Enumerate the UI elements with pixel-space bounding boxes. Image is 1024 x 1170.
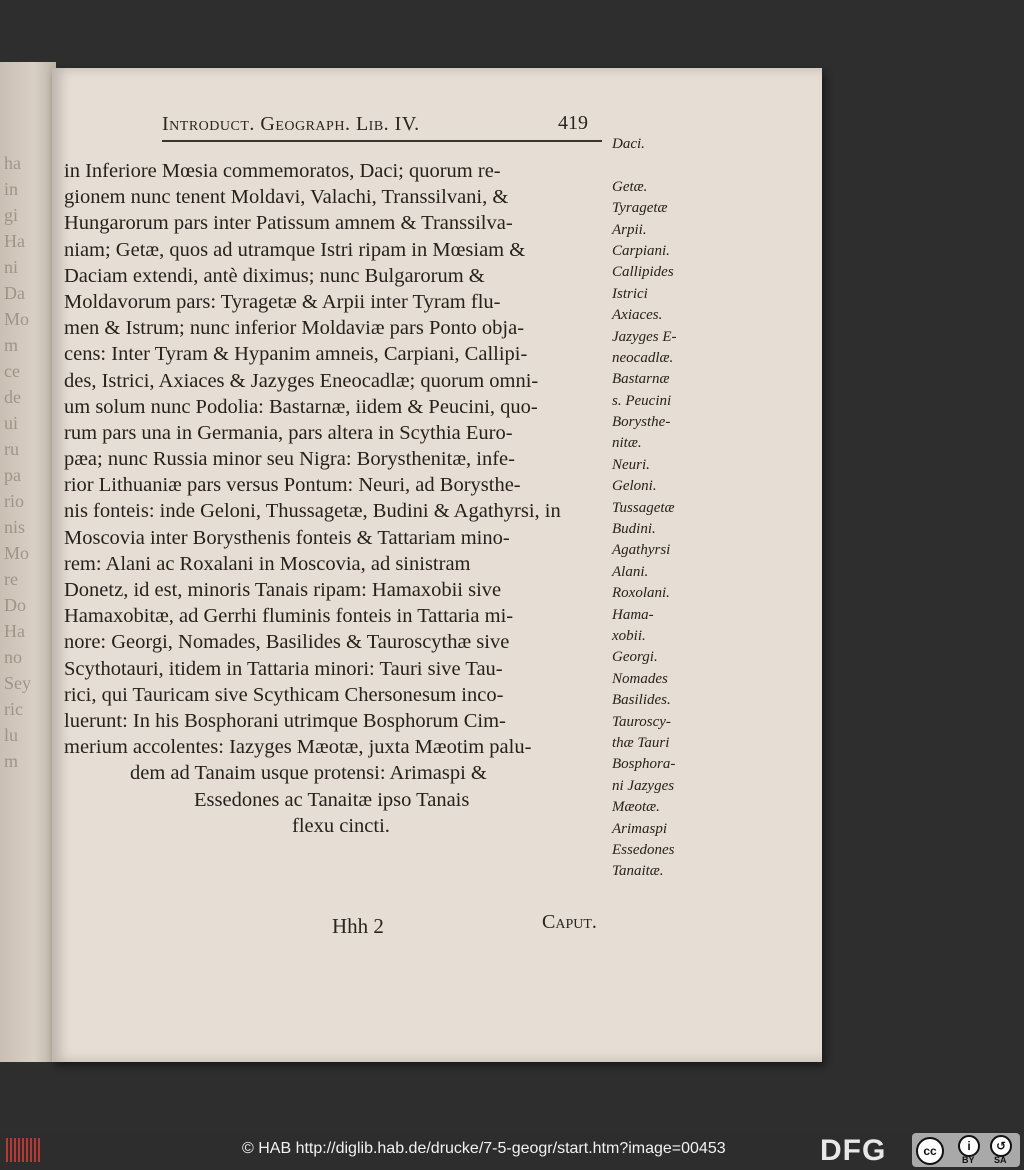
text-line: um solum nunc Podolia: Bastarnæ, iidem & Peucini, quo- bbox=[64, 395, 538, 418]
margin-note: Tauroscy- bbox=[612, 713, 671, 730]
previous-page-fragment: ni bbox=[4, 257, 19, 277]
margin-note: Tussagetæ bbox=[612, 499, 675, 516]
margin-note: Nomades bbox=[612, 670, 668, 687]
margin-note: Arpii. bbox=[612, 221, 647, 238]
margin-note: s. Peucini bbox=[612, 392, 672, 409]
previous-page-fragment: Sey bbox=[4, 673, 31, 693]
book-page bbox=[52, 68, 822, 1062]
previous-page-fragment: Da bbox=[4, 283, 25, 303]
text-line: men & Istrum; nunc inferior Moldaviæ pars Ponto obja- bbox=[64, 317, 525, 340]
previous-page-fragment: pa bbox=[4, 465, 21, 485]
previous-page-fragment: rio bbox=[4, 491, 24, 511]
text-line: rem: Alani ac Roxalani in Moscovia, ad sinistram bbox=[64, 552, 471, 575]
previous-page-fragment: lu bbox=[4, 725, 19, 745]
margin-note: Mæotæ. bbox=[612, 799, 660, 816]
text-line: nis fonteis: inde Geloni, Thussagetæ, Budini & Agathyrsi, in bbox=[64, 500, 561, 523]
margin-note: Roxolani. bbox=[612, 585, 670, 602]
text-line: rici, qui Tauricam sive Scythicam Chersonesum inco- bbox=[64, 683, 504, 706]
text-line: luerunt: In his Bosphorani utrimque Bosphorum Cim- bbox=[64, 709, 506, 732]
margin-note: Hama- bbox=[612, 606, 654, 623]
margin-note: nitæ. bbox=[612, 435, 642, 452]
text-line: rum pars una in Germania, pars altera in Scythia Euro- bbox=[64, 421, 513, 444]
margin-note: Callipides bbox=[612, 264, 674, 281]
margin-note: Carpiani. bbox=[612, 242, 670, 259]
text-line: niam; Getæ, quos ad utramque Istri ripam in Mœsiam & bbox=[64, 238, 526, 261]
text-line: gionem nunc tenent Moldavi, Valachi, Transsilvani, & bbox=[64, 186, 509, 209]
text-line: pæa; nunc Russia minor seu Nigra: Borysthenitæ, infe- bbox=[64, 448, 515, 471]
viewer-footer bbox=[0, 1130, 1024, 1170]
margin-note: ni Jazyges bbox=[612, 777, 675, 794]
text-line: Hungarorum pars inter Patissum amnem & Transsilva- bbox=[64, 212, 513, 235]
text-line: Daciam extendi, antè diximus; nunc Bulgarorum & bbox=[64, 264, 485, 287]
margin-note: Basilides. bbox=[612, 692, 671, 709]
license-badge[interactable] bbox=[912, 1133, 1020, 1167]
previous-page-fragment: Mo bbox=[4, 543, 30, 563]
by-label: BY bbox=[962, 1155, 975, 1165]
previous-page-fragment: in bbox=[4, 179, 19, 199]
previous-page-edge bbox=[0, 62, 56, 1062]
text-line: cens: Inter Tyram & Hypanim amneis, Carpiani, Callipi- bbox=[64, 343, 528, 366]
catchword: Caput. bbox=[542, 911, 597, 933]
page-number: 419 bbox=[558, 112, 588, 134]
running-title: Introduct. Geograph. Lib. IV. bbox=[162, 113, 420, 135]
margin-note: Getæ. bbox=[612, 178, 648, 195]
previous-page-fragment: Do bbox=[4, 595, 26, 615]
cc-icon: cc bbox=[916, 1137, 944, 1165]
sa-label: SA bbox=[994, 1155, 1007, 1165]
margin-note: Tanaitæ. bbox=[612, 863, 664, 880]
text-line: Moscovia inter Borysthenis fonteis & Tattariam mino- bbox=[64, 526, 510, 549]
running-header bbox=[162, 114, 602, 142]
source-credit-link[interactable]: © HAB http://diglib.hab.de/drucke/7-5-geogr/start.htm?image=00453 bbox=[242, 1140, 726, 1157]
margin-note: Jazyges E- bbox=[612, 328, 677, 345]
margin-note: Arimaspi bbox=[612, 820, 668, 837]
previous-page-fragment: re bbox=[4, 569, 18, 589]
margin-note: Georgi. bbox=[612, 649, 658, 666]
previous-page-fragment: no bbox=[4, 647, 22, 667]
margin-note: Daci. bbox=[612, 136, 645, 152]
previous-page-fragment: gi bbox=[4, 205, 19, 225]
by-icon: i bbox=[958, 1135, 980, 1157]
previous-page-fragment: Ha bbox=[4, 621, 25, 641]
previous-page-fragment: de bbox=[4, 387, 21, 407]
previous-page-fragment: m bbox=[4, 335, 19, 355]
text-line: nore: Georgi, Nomades, Basilides & Tauroscythæ sive bbox=[64, 631, 510, 654]
margin-note: Bastarnæ bbox=[612, 371, 670, 388]
text-line: in Inferiore Mœsia commemoratos, Daci; quorum re- bbox=[64, 160, 501, 182]
barcode-icon bbox=[6, 1138, 46, 1162]
previous-page-fragment: ru bbox=[4, 439, 19, 459]
text-line: dem ad Tanaim usque protensi: Arimaspi & bbox=[130, 762, 487, 785]
text-line: Moldavorum pars: Tyragetæ & Arpii inter Tyram flu- bbox=[64, 290, 501, 313]
margin-note bbox=[612, 155, 722, 176]
margin-note: thæ Tauri bbox=[612, 734, 670, 751]
margin-note: Borysthe- bbox=[612, 414, 671, 431]
margin-note: Agathyrsi bbox=[612, 542, 671, 559]
previous-page-fragment: ui bbox=[4, 413, 19, 433]
previous-page-fragment: Ha bbox=[4, 231, 25, 251]
margin-note: Axiaces. bbox=[612, 307, 663, 324]
margin-note: neocadlæ. bbox=[612, 349, 674, 366]
text-line: Hamaxobitæ, ad Gerrhi fluminis fonteis in Tattaria mi- bbox=[64, 605, 514, 628]
text-line: flexu cincti. bbox=[292, 814, 390, 837]
text-line: Essedones ac Tanaitæ ipso Tanais bbox=[194, 788, 470, 811]
previous-page-fragment: m bbox=[4, 751, 19, 771]
sa-icon: ↺ bbox=[990, 1135, 1012, 1157]
text-line: Scythotauri, itidem in Tattaria minori: Tauri sive Tau- bbox=[64, 657, 503, 680]
margin-note: Alani. bbox=[612, 563, 649, 580]
text-line: merium accolentes: Iazyges Mæotæ, juxta Mæotim palu- bbox=[64, 736, 532, 759]
previous-page-fragment: ric bbox=[4, 699, 23, 719]
text-line: des, Istrici, Axiaces & Jazyges Eneocadlæ; quorum omni- bbox=[64, 369, 539, 392]
main-text bbox=[64, 158, 604, 839]
previous-page-fragment: nis bbox=[4, 517, 26, 537]
margin-note: Neuri. bbox=[612, 456, 650, 473]
dfg-logo: DFG bbox=[820, 1134, 887, 1167]
previous-page-fragment: ha bbox=[4, 153, 21, 173]
text-line: rior Lithuaniæ pars versus Pontum: Neuri, ad Borysthe- bbox=[64, 474, 521, 497]
margin-note: Geloni. bbox=[612, 478, 657, 495]
margin-note: Budini. bbox=[612, 521, 656, 538]
margin-note: Istrici bbox=[612, 285, 648, 302]
previous-page-fragment: ce bbox=[4, 361, 20, 381]
margin-note: Bosphora- bbox=[612, 756, 676, 773]
previous-page-fragment: Mo bbox=[4, 309, 30, 329]
margin-note: Tyragetæ bbox=[612, 200, 668, 217]
signature-mark: Hhh 2 bbox=[332, 914, 384, 938]
margin-note: Essedones bbox=[612, 841, 675, 858]
margin-note: xobii. bbox=[612, 627, 646, 644]
margin-notes bbox=[612, 134, 722, 883]
text-line: Donetz, id est, minoris Tanais ripam: Hamaxobii sive bbox=[64, 579, 502, 601]
